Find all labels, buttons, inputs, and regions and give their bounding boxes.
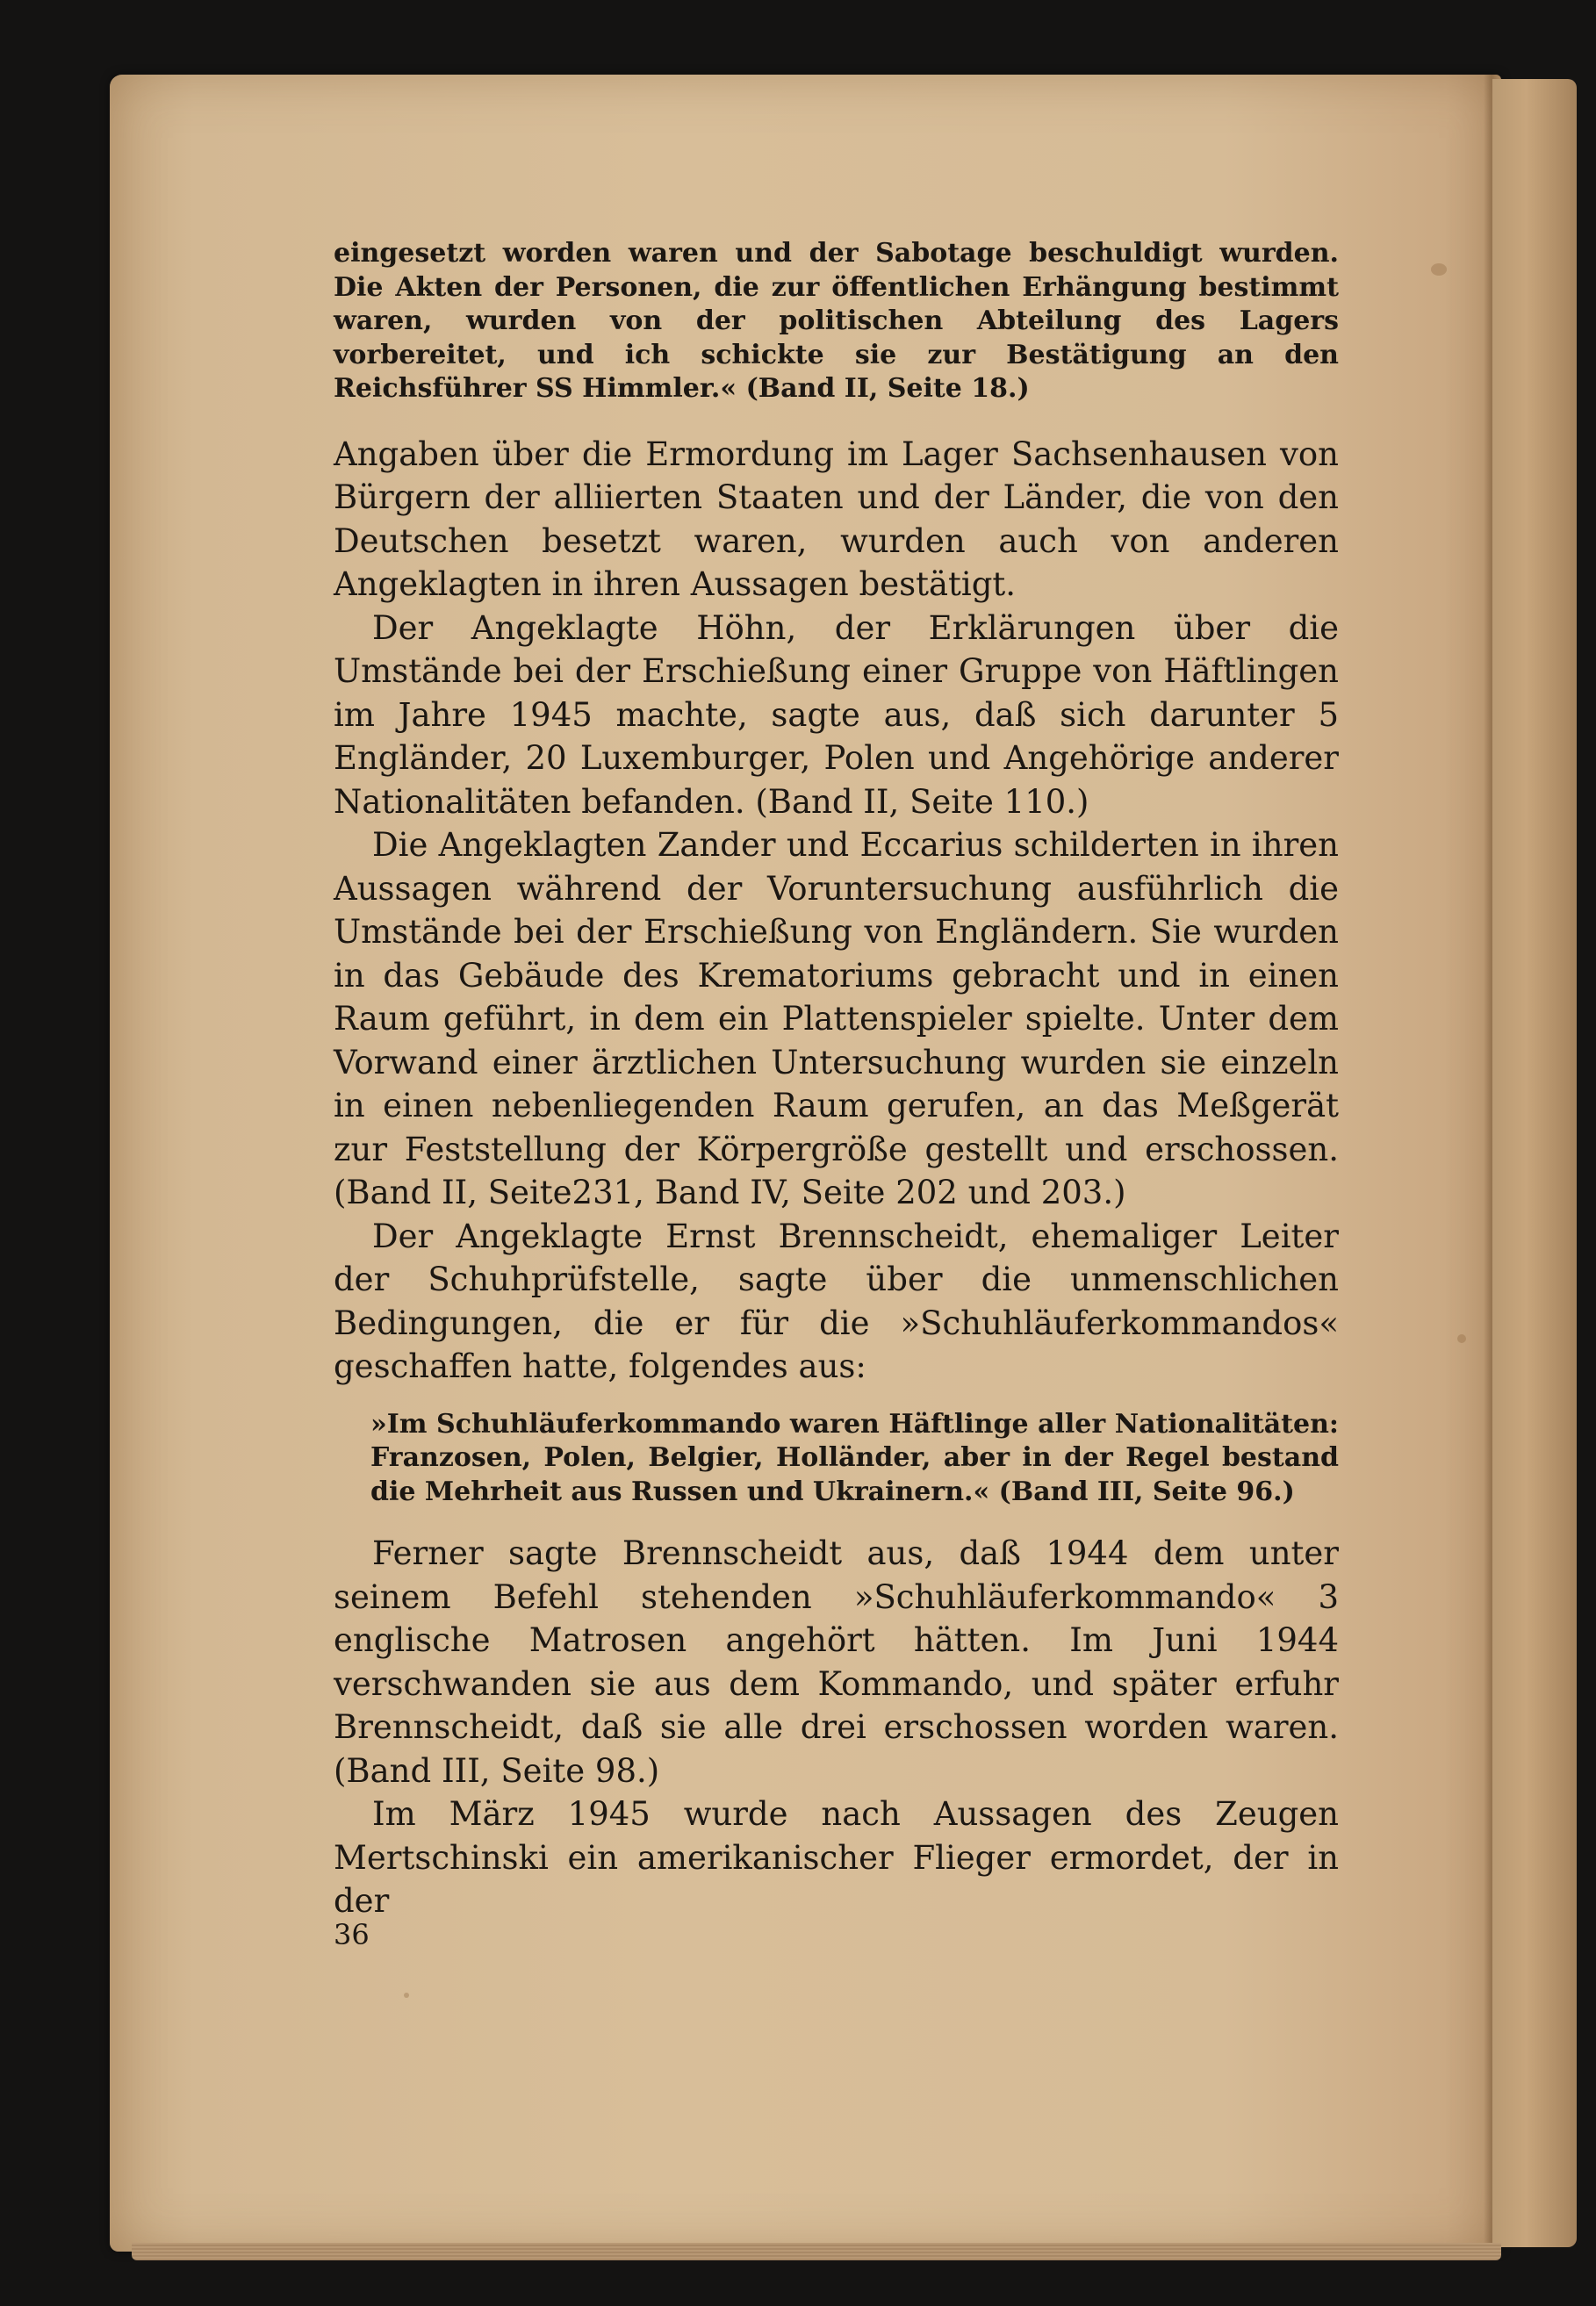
page-number: 36 [334, 1918, 370, 1951]
paper-stain [1431, 263, 1447, 276]
page-text [334, 237, 1339, 1923]
page-edge [1492, 79, 1577, 2247]
paragraph: eingesetzt worden waren und der Sabotage beschuldigt wurden. Die Akten der Personen, die zur öffentlichen Erhängung bestimmt waren, wurden von der politischen Abteilung des Lagers vorbereitet, und ich schickte sie zur Bestätigung an den Reichsführer SS Himmler.« (Band II, Seite 18.) [334, 238, 1339, 404]
page-stack-edge [132, 2243, 1501, 2260]
paper-stain [1457, 1334, 1466, 1343]
paragraph: Angaben über die Ermordung im Lager Sachsenhausen von Bürgern der alliierten Staaten und der Länder, die von den Deutschen besetzt waren, wurden auch von anderen Angeklagten in ihren Aussagen bestätigt. [334, 435, 1339, 603]
block-quote: »Im Schuhläuferkommando waren Häftlinge aller Nationalitäten: Franzosen, Polen, Belgier, Holländer, aber in der Regel bestand die Mehrheit aus Russen und Ukrainern.« (Band III, Seite 96.) [370, 1408, 1339, 1507]
paragraph: Der Angeklagte Ernst Brennscheidt, ehemaliger Leiter der Schuhprüfstelle, sagte über die unmenschlichen Bedingungen, die er für die »Schuhläuferkommandos« geschaffen hatte, folgendes aus: [334, 1217, 1339, 1385]
paragraph: Die Angeklagten Zander und Eccarius schilderten in ihren Aussagen während der Voruntersuchung ausführlich die Umstände bei der Erschießung von Engländern. Sie wurden in das Gebäude des Krematoriums gebracht und in einen Raum geführt, in dem ein Plattenspieler spielte. Unter dem Vorwand einer ärztlichen Untersuchung wurden sie einzeln in einen nebenliegenden Raum gerufen, an das Meßgerät zur Feststellung der Körpergröße gestellt und erschossen. (Band II, Seite231, Band IV, Seite 202 und 203.) [334, 826, 1339, 1211]
paragraph: Im März 1945 wurde nach Aussagen des Zeugen Mertschinski ein amerikanischer Flieger ermordet, der in der [334, 1795, 1339, 1920]
paper-stain [404, 1993, 409, 1998]
paragraph: Der Angeklagte Höhn, der Erklärungen über die Umstände bei der Erschießung einer Gruppe von Häftlingen im Jahre 1945 machte, sagte aus, daß sich darunter 5 Engländer, 20 Luxemburger, Polen und Angehörige anderer Nationalitäten befanden. (Band II, Seite 110.) [334, 608, 1339, 821]
paragraph: Ferner sagte Brennscheidt aus, daß 1944 dem unter seinem Befehl stehenden »Schuhläuferkommando« 3 englische Matrosen angehört hätten. Im Juni 1944 verschwanden sie aus dem Kommando, und später erfuhr Brennscheidt, daß sie alle drei erschossen worden waren. (Band III, Seite 98.) [334, 1534, 1339, 1790]
